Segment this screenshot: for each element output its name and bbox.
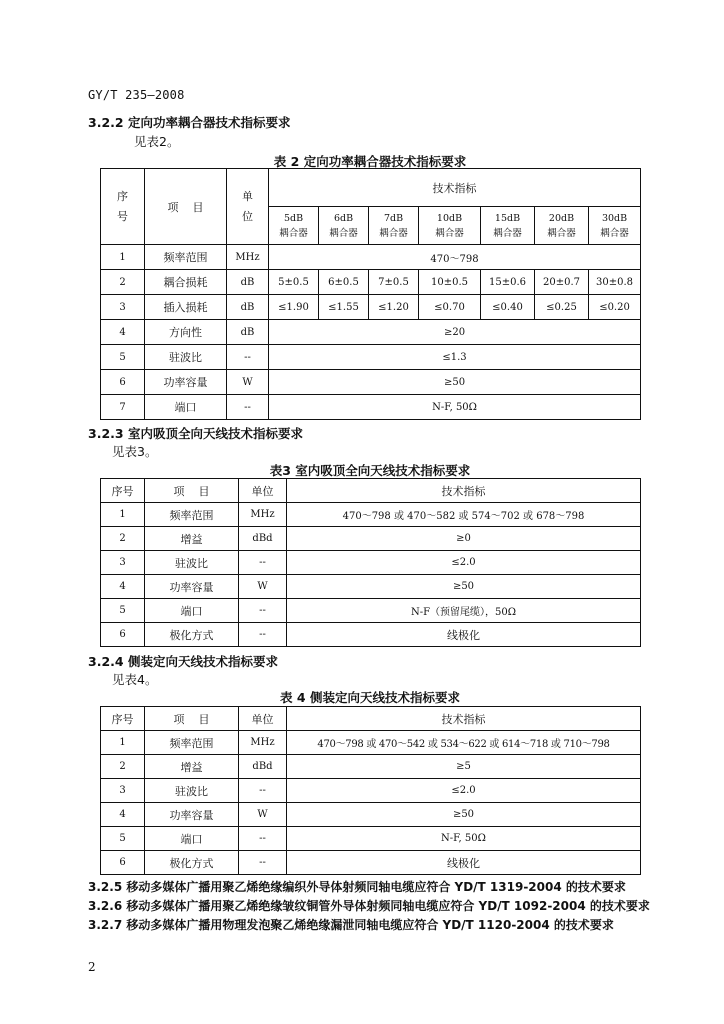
cell-value: ≤0.25 bbox=[535, 295, 589, 320]
cell-value: ≤1.20 bbox=[369, 295, 419, 320]
cell-unit: MHz bbox=[239, 503, 287, 527]
clause-327: 3.2.7 移动多媒体广播用物理发泡聚乙烯绝缘漏泄同轴电缆应符合 YD/T 1120-2004 的技术要求 bbox=[88, 918, 614, 932]
table-row bbox=[101, 851, 641, 875]
cell-value: 10±0.5 bbox=[419, 270, 481, 295]
cell-unit: W bbox=[227, 370, 269, 395]
section-322-see: 见表2。 bbox=[134, 134, 180, 149]
cell-value: ≥50 bbox=[287, 803, 641, 827]
table-2-subhead: 10dB 耦合器 bbox=[419, 207, 481, 245]
table-2-subhead: 7dB 耦合器 bbox=[369, 207, 419, 245]
cell-item: 极化方式 bbox=[145, 851, 239, 875]
cell-unit: -- bbox=[239, 851, 287, 875]
cell-seq: 6 bbox=[101, 623, 145, 647]
table-row bbox=[101, 827, 641, 851]
cell-unit: dB bbox=[227, 320, 269, 345]
cell-value: ≤0.40 bbox=[481, 295, 535, 320]
cell-value: ≤2.0 bbox=[287, 551, 641, 575]
cell-value: ≤0.70 bbox=[419, 295, 481, 320]
table-row bbox=[101, 295, 641, 320]
cell-item: 功率容量 bbox=[145, 575, 239, 599]
table-row bbox=[101, 731, 641, 755]
cell-unit: -- bbox=[239, 623, 287, 647]
cell-item: 方向性 bbox=[145, 320, 227, 345]
cell-seq: 6 bbox=[101, 370, 145, 395]
table-row bbox=[101, 345, 641, 370]
cell-value: 6±0.5 bbox=[319, 270, 369, 295]
cell-item: 极化方式 bbox=[145, 623, 239, 647]
table-4-head-unit: 单位 bbox=[239, 707, 287, 731]
table-2-subhead: 15dB 耦合器 bbox=[481, 207, 535, 245]
page-number: 2 bbox=[88, 960, 96, 974]
table-2-head-seq: 序号 bbox=[101, 169, 145, 245]
table-3-head-seq: 序号 bbox=[101, 479, 145, 503]
cell-value: 5±0.5 bbox=[269, 270, 319, 295]
cell-unit: dBd bbox=[239, 527, 287, 551]
table-row bbox=[101, 803, 641, 827]
cell-value: 470～798 bbox=[269, 245, 641, 270]
cell-unit: W bbox=[239, 575, 287, 599]
cell-item: 频率范围 bbox=[145, 245, 227, 270]
clause-326: 3.2.6 移动多媒体广播用聚乙烯绝缘皱纹铜管外导体射频同轴电缆应符合 YD/T 1092-2004 的技术要求 bbox=[88, 899, 650, 913]
table-2-subhead: 6dB 耦合器 bbox=[319, 207, 369, 245]
cell-value: ≤0.20 bbox=[589, 295, 641, 320]
cell-seq: 3 bbox=[101, 551, 145, 575]
cell-unit: -- bbox=[239, 599, 287, 623]
cell-item: 插入损耗 bbox=[145, 295, 227, 320]
cell-item: 端口 bbox=[145, 827, 239, 851]
cell-value: ≥0 bbox=[287, 527, 641, 551]
cell-unit: dBd bbox=[239, 755, 287, 779]
cell-unit: dB bbox=[227, 295, 269, 320]
cell-seq: 3 bbox=[101, 295, 145, 320]
section-322-title: 3.2.2 定向功率耦合器技术指标要求 bbox=[88, 115, 291, 130]
cell-value: N-F（预留尾缆），50Ω bbox=[287, 599, 641, 623]
cell-item: 端口 bbox=[145, 599, 239, 623]
cell-unit: W bbox=[239, 803, 287, 827]
cell-item: 增益 bbox=[145, 755, 239, 779]
table-3-head-spec: 技术指标 bbox=[287, 479, 641, 503]
cell-item: 端口 bbox=[145, 395, 227, 420]
table-row bbox=[101, 320, 641, 345]
cell-item: 耦合损耗 bbox=[145, 270, 227, 295]
table-4 bbox=[100, 706, 641, 875]
cell-value: ≥5 bbox=[287, 755, 641, 779]
table-row bbox=[101, 245, 641, 270]
table-3-head-unit: 单位 bbox=[239, 479, 287, 503]
cell-value: 470～798 或 470～582 或 574～702 或 678～798 bbox=[287, 503, 641, 527]
cell-item: 功率容量 bbox=[145, 370, 227, 395]
cell-seq: 1 bbox=[101, 245, 145, 270]
cell-unit: -- bbox=[239, 779, 287, 803]
table-3 bbox=[100, 478, 641, 647]
cell-value: 线极化 bbox=[287, 851, 641, 875]
cell-value: N-F, 50Ω bbox=[269, 395, 641, 420]
cell-seq: 4 bbox=[101, 575, 145, 599]
table-row bbox=[101, 270, 641, 295]
cell-seq: 2 bbox=[101, 755, 145, 779]
cell-seq: 4 bbox=[101, 803, 145, 827]
table-4-head-spec: 技术指标 bbox=[287, 707, 641, 731]
cell-value: 30±0.8 bbox=[589, 270, 641, 295]
cell-seq: 2 bbox=[101, 527, 145, 551]
cell-item: 驻波比 bbox=[145, 345, 227, 370]
cell-seq: 1 bbox=[101, 731, 145, 755]
cell-value: 15±0.6 bbox=[481, 270, 535, 295]
table-4-caption: 表 4 侧装定向天线技术指标要求 bbox=[280, 690, 460, 705]
cell-item: 增益 bbox=[145, 527, 239, 551]
table-2-subhead: 30dB 耦合器 bbox=[589, 207, 641, 245]
table-2-head-unit: 单位 bbox=[227, 169, 269, 245]
table-row bbox=[101, 370, 641, 395]
section-323-see: 见表3。 bbox=[112, 444, 158, 459]
cell-unit: MHz bbox=[239, 731, 287, 755]
cell-unit: -- bbox=[239, 827, 287, 851]
cell-value: 线极化 bbox=[287, 623, 641, 647]
table-row bbox=[101, 551, 641, 575]
section-324-title: 3.2.4 侧装定向天线技术指标要求 bbox=[88, 654, 278, 669]
table-2-head-spec: 技术指标 bbox=[269, 169, 641, 207]
cell-value: 7±0.5 bbox=[369, 270, 419, 295]
cell-seq: 5 bbox=[101, 599, 145, 623]
section-323-title: 3.2.3 室内吸顶全向天线技术指标要求 bbox=[88, 426, 303, 441]
table-row bbox=[101, 575, 641, 599]
table-3-head-item: 项 目 bbox=[145, 479, 239, 503]
cell-unit: dB bbox=[227, 270, 269, 295]
cell-item: 功率容量 bbox=[145, 803, 239, 827]
cell-value: N-F, 50Ω bbox=[287, 827, 641, 851]
table-2-head-item: 项 目 bbox=[145, 169, 227, 245]
section-324-see: 见表4。 bbox=[112, 672, 158, 687]
cell-seq: 2 bbox=[101, 270, 145, 295]
table-row bbox=[101, 503, 641, 527]
clause-325: 3.2.5 移动多媒体广播用聚乙烯绝缘编织外导体射频同轴电缆应符合 YD/T 1319-2004 的技术要求 bbox=[88, 880, 626, 894]
cell-value: ≥50 bbox=[287, 575, 641, 599]
cell-item: 驻波比 bbox=[145, 779, 239, 803]
table-2-subhead: 20dB 耦合器 bbox=[535, 207, 589, 245]
cell-seq: 3 bbox=[101, 779, 145, 803]
cell-seq: 4 bbox=[101, 320, 145, 345]
table-row bbox=[101, 599, 641, 623]
table-4-head-seq: 序号 bbox=[101, 707, 145, 731]
cell-value: 20±0.7 bbox=[535, 270, 589, 295]
cell-item: 频率范围 bbox=[145, 503, 239, 527]
cell-seq: 1 bbox=[101, 503, 145, 527]
cell-unit: MHz bbox=[227, 245, 269, 270]
cell-unit: -- bbox=[239, 551, 287, 575]
cell-seq: 7 bbox=[101, 395, 145, 420]
cell-value: 470～798 或 470～542 或 534～622 或 614～718 或 710～798 bbox=[287, 731, 641, 755]
table-2-caption: 表 2 定向功率耦合器技术指标要求 bbox=[273, 154, 467, 169]
cell-seq: 6 bbox=[101, 851, 145, 875]
table-2 bbox=[100, 168, 641, 420]
cell-value: ≥20 bbox=[269, 320, 641, 345]
cell-value: ≤1.3 bbox=[269, 345, 641, 370]
cell-value: ≤2.0 bbox=[287, 779, 641, 803]
cell-unit: -- bbox=[227, 345, 269, 370]
table-row bbox=[101, 755, 641, 779]
cell-seq: 5 bbox=[101, 827, 145, 851]
table-row bbox=[101, 779, 641, 803]
cell-unit: -- bbox=[227, 395, 269, 420]
table-row bbox=[101, 623, 641, 647]
standard-code: GY/T 235—2008 bbox=[88, 88, 185, 102]
cell-value: ≤1.90 bbox=[269, 295, 319, 320]
cell-item: 频率范围 bbox=[145, 731, 239, 755]
table-3-caption: 表3 室内吸顶全向天线技术指标要求 bbox=[269, 463, 471, 478]
cell-value: ≤1.55 bbox=[319, 295, 369, 320]
cell-item: 驻波比 bbox=[145, 551, 239, 575]
table-2-subhead: 5dB 耦合器 bbox=[269, 207, 319, 245]
table-row bbox=[101, 395, 641, 420]
table-row bbox=[101, 527, 641, 551]
table-4-head-item: 项 目 bbox=[145, 707, 239, 731]
cell-seq: 5 bbox=[101, 345, 145, 370]
cell-value: ≥50 bbox=[269, 370, 641, 395]
